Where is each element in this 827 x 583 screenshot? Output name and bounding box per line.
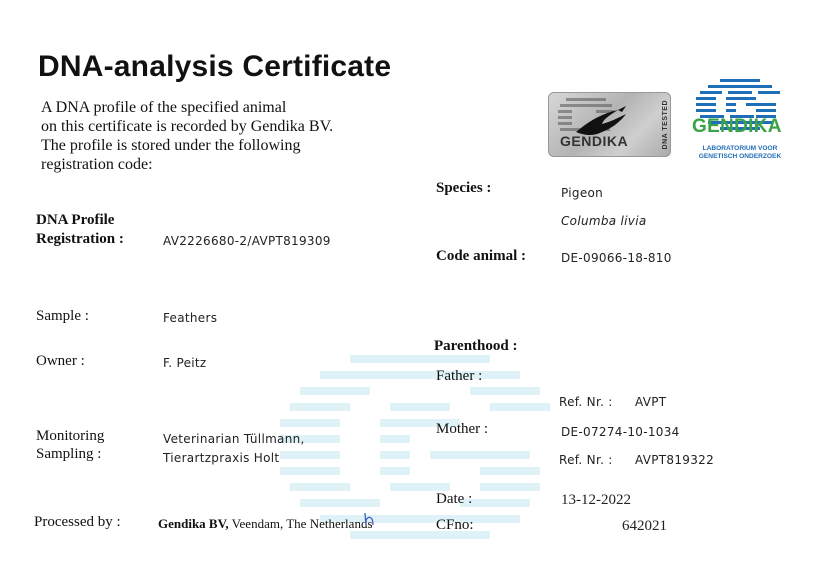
date-value: 13-12-2022: [561, 492, 631, 508]
intro-text: [41, 98, 421, 174]
sticker-brand: GENDIKA: [560, 133, 629, 149]
registration-value: AV2226680-2/AVPT819309: [163, 234, 331, 248]
father-label: Father :: [436, 368, 483, 384]
mother-label: Mother :: [436, 421, 489, 437]
cfno-value: 642021: [622, 518, 667, 534]
sample-label: Sample :: [36, 308, 89, 324]
certificate-title: DNA-analysis Certificate: [38, 50, 392, 83]
intro-line: registration code:: [41, 156, 153, 173]
intro-line: A DNA profile of the specified animal: [41, 99, 287, 116]
date-label: Date :: [436, 491, 473, 507]
cfno-label: CFno:: [436, 517, 474, 533]
parenthood-label: Parenthood :: [434, 338, 518, 354]
mother-ref-value: AVPT819322: [635, 453, 715, 467]
sticker-badge: DNA TESTED: [662, 100, 669, 150]
sample-value: Feathers: [163, 311, 218, 325]
species-common-value: Pigeon: [561, 186, 604, 200]
code-animal-value: DE-09066-18-810: [561, 251, 672, 265]
watermark-logo-icon: [280, 355, 560, 565]
logo-subtitle-line: GENETISCH ONDERZOEK: [698, 153, 782, 160]
owner-value: F. Peitz: [163, 356, 207, 370]
logo-name: GENDIKA: [692, 116, 782, 137]
monitoring-value-line1: Veterinarian Tüllmann,: [163, 432, 305, 446]
intro-line: The profile is stored under the following: [41, 137, 301, 154]
processed-company: Gendika BV,: [158, 516, 229, 531]
processed-value: [158, 516, 373, 532]
monitoring-value-line2: Tierartzpraxis Holt: [163, 451, 280, 465]
handwritten-initial-icon: [362, 511, 378, 527]
processed-label: Processed by :: [34, 514, 121, 530]
owner-label: Owner :: [36, 353, 85, 369]
dna-profile-label: DNA Profile: [36, 212, 115, 228]
dna-tested-sticker: [548, 92, 671, 157]
code-animal-label: Code animal :: [436, 248, 526, 264]
processed-place: Veendam, The Netherlands: [231, 516, 373, 531]
logo-subtitle: [693, 145, 787, 161]
sampling-label: Sampling :: [36, 446, 102, 462]
intro-line: on this certificate is recorded by Gendika BV.: [41, 118, 334, 135]
registration-label: Registration :: [36, 231, 124, 247]
species-latin-value: Columba livia: [561, 214, 647, 228]
monitoring-label: Monitoring: [36, 428, 105, 444]
father-ref-value: AVPT: [635, 395, 667, 409]
father-ref-label: Ref. Nr. :: [559, 395, 613, 409]
species-label: Species :: [436, 180, 492, 196]
logo-subtitle-line: LABORATORIUM VOOR: [702, 145, 778, 152]
mother-ref-label: Ref. Nr. :: [559, 453, 613, 467]
mother-value: DE-07274-10-1034: [561, 425, 680, 439]
